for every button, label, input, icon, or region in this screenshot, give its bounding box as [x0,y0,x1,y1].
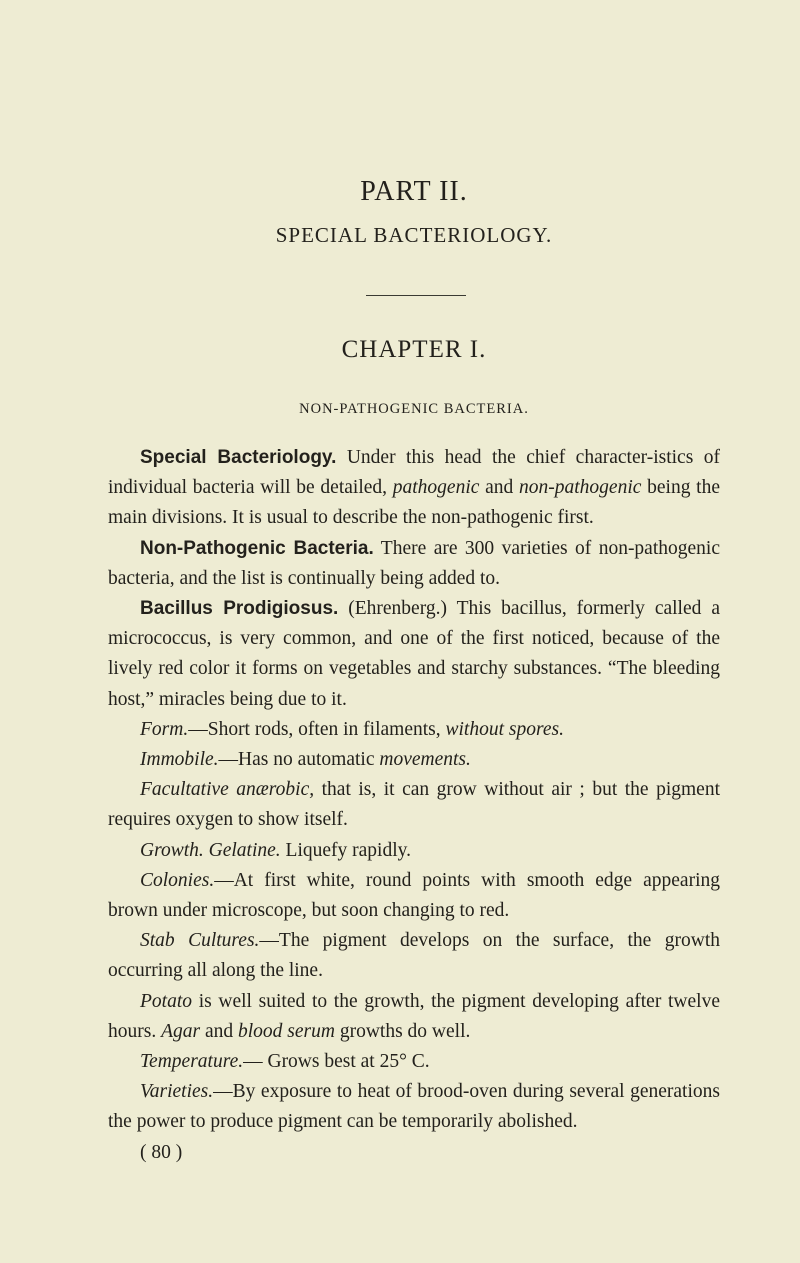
paragraph-colonies [108,866,720,926]
text-run: —By exposure to heat of brood-oven during several generations the power to produce pigment can be temporarily abolished. [108,1081,720,1133]
paragraph-stab-cultures [108,926,720,986]
italic-heading: Varieties. [140,1081,214,1103]
text-run: and [200,1020,238,1042]
italic-term: blood serum [238,1020,335,1042]
run-in-heading: Special Bacteriology. [140,447,337,468]
text-run: — Grows best at 25° C. [243,1051,430,1073]
italic-heading: Potato [140,990,192,1012]
run-in-heading: Bacillus Prodigiosus. [140,598,339,620]
divider-rule [366,295,466,296]
italic-heading: Stab Cultures. [140,930,260,952]
paragraph-temperature [108,1047,720,1077]
paragraph-bacillus-prodigiosus [108,594,720,715]
italic-term: without spores. [445,718,564,740]
paragraph-varieties [108,1077,720,1137]
italic-term: Gelatine. [208,839,281,861]
run-in-heading: Non-Pathogenic Bacteria. [140,537,374,559]
part-title: PART II. [360,176,468,207]
chapter-title: CHAPTER I. [341,336,487,363]
text-run: —At first white, round points with smooth edge appearing brown under microscope, but soon changing to red. [108,869,720,922]
paragraph-facultative [108,775,720,835]
paragraph-immobile [108,745,720,775]
book-page [108,0,720,1263]
italic-heading: Growth. [140,839,204,861]
paragraph-special-bacteriology [108,443,720,534]
text-run: Liquefy rapidly. [280,839,411,861]
page-number: ( 80 ) [140,1141,183,1163]
italic-heading: Colonies. [140,869,215,891]
paragraph-growth [108,836,720,866]
section-title: SPECIAL BACTERIOLOGY. [275,223,553,247]
italic-heading: Form. [140,718,189,740]
italic-heading: Facultative anærobic, [140,779,315,801]
italic-term: movements. [379,749,471,771]
paragraph-form [108,715,720,745]
italic-term: non-pathogenic [519,477,642,499]
text-run: (Ehrenberg.) This bacillus, formerly called a micrococcus, is very common, and one of the first noticed, because of the lively red color it forms on vegetables and starchy substances. “The bleeding host,” miracles being due to it. [108,598,720,710]
text-run: and [479,477,520,499]
italic-term: Agar [161,1020,201,1042]
paragraph-non-pathogenic-bacteria [108,534,720,594]
text-run: —The pigment develops on the surface, the growth occurring all along the line. [108,930,720,982]
text-run: that is, it can grow without air ; but the pigment requires oxygen to show itself. [108,779,720,831]
text-run: being the main divisions. It is usual to describe the non-pathogenic first. [108,477,721,529]
text-run: —Has no automatic [218,749,380,771]
italic-heading: Immobile. [140,749,219,771]
chapter-subtitle: NON-PATHOGENIC BACTERIA. [299,401,529,417]
text-run: growths do well. [334,1020,471,1042]
body-text [108,443,720,1168]
text-run: —Short rods, often in filaments, [188,718,446,740]
text-run: Under this head the chief character-istics of individual bacteria will be detailed, [108,447,721,499]
italic-heading: Temperature. [140,1051,244,1073]
text-run: is well suited to the growth, the pigment developing after twelve hours. [108,990,720,1042]
italic-term: pathogenic [392,477,480,499]
paragraph-potato [108,987,720,1047]
text-run: There are 300 varieties of non-pathogenic bacteria, and the list is continually being added to. [108,537,720,589]
